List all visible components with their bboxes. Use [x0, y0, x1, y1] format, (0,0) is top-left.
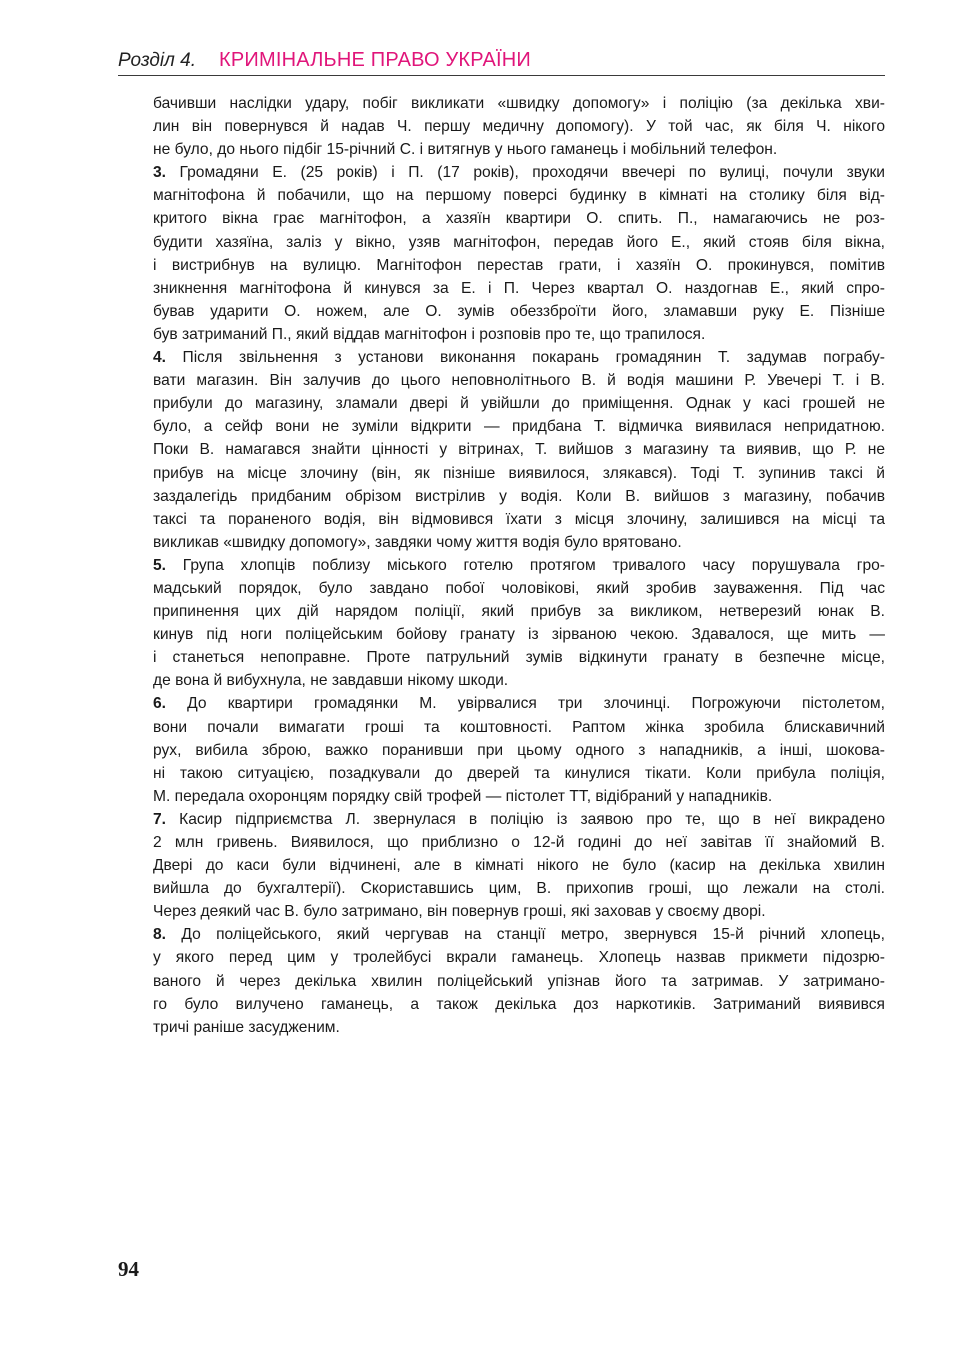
item-number: 7.: [153, 810, 167, 828]
item-number: 6.: [153, 695, 167, 713]
line-text: де вона й вибухнула, не завдавши нікому шкоди.: [153, 672, 509, 690]
line-text: було, а сейф вони не зуміли відкрити — придбана Т. відмичка виявилася непридатною.: [153, 418, 885, 436]
text-line: [153, 508, 885, 531]
line-text: До поліцейського, який чергував на станції метро, звернувся 15-й річний хлопець,: [166, 926, 885, 944]
paragraph: [153, 346, 885, 554]
text-line: [153, 577, 885, 600]
line-text: заздалегідь придбаним обрізом вистрілив у водія. Коли В. вийшов з магазину, побачив: [153, 487, 885, 505]
text-line: [153, 669, 885, 692]
line-text: ваного й через декілька хвилин поліцейський упізнав його та затримав. У затримано-: [153, 972, 885, 990]
line-text: магнітофона й побачили, що на першому поверсі будинку в кімнаті на столику біля від-: [153, 187, 885, 205]
text-line: [153, 92, 885, 115]
text-line: [153, 346, 885, 369]
paragraph: [153, 161, 885, 346]
text-line: [153, 762, 885, 785]
text-line: [153, 739, 885, 762]
text-line: [153, 831, 885, 854]
text-line: [153, 692, 885, 715]
paragraph: [153, 923, 885, 1038]
paragraph: [153, 92, 885, 161]
page-number: 94: [118, 1257, 139, 1281]
text-line: [153, 600, 885, 623]
text-line: [153, 231, 885, 254]
text-line: [153, 161, 885, 184]
text-line: [153, 207, 885, 230]
text-line: [153, 323, 885, 346]
text-line: [153, 946, 885, 969]
text-line: [153, 854, 885, 877]
line-text: у якого перед цим у тролейбусі вкрали гаманець. Хлопець назвав прикмети підозрю-: [153, 949, 885, 967]
text-line: [153, 531, 885, 554]
item-number: 4.: [153, 349, 167, 367]
item-number: 8.: [153, 926, 167, 944]
line-text: Через деякий час В. було затримано, він повернув гроші, які заховав у своєму дворі.: [153, 903, 766, 921]
line-text: припинення цих дій нарядом поліції, який прибув за викликом, нетверезий юнак В.: [153, 603, 885, 621]
line-text: Поки В. намагався знайти цінності у вітринах, Т. вийшов з магазину та виявив, що Р. не: [153, 441, 885, 459]
line-text: го було вилучено гаманець, а також декілька доз наркотиків. Затриманий виявився: [153, 995, 885, 1013]
line-text: кинув під ноги поліцейським бойову гранату із зірваною чекою. Здавалося, ще мить —: [153, 626, 885, 644]
text-line: [153, 392, 885, 415]
line-text: прибули до магазину, зламали двері й увійшли до приміщення. Однак у касі грошей не: [153, 395, 885, 413]
text-line: [153, 138, 885, 161]
text-line: [153, 300, 885, 323]
line-text: Група хлопців поблизу міського готелю протягом тривалого часу порушувала гро-: [166, 556, 885, 574]
line-text: До квартири громадянки М. увірвалися три злочинці. Погрожуючи пістолетом,: [166, 695, 885, 713]
chapter-title: КРИМІНАЛЬНЕ ПРАВО УКРАЇНИ: [219, 49, 531, 71]
line-text: не було, до нього підбіг 15-річний С. і витягнув у нього гаманець і мобільний телефон.: [153, 141, 778, 159]
text-line: [153, 254, 885, 277]
text-line: [153, 900, 885, 923]
paragraph: [153, 692, 885, 807]
line-text: і вистрибнув на вулицю. Магнітофон перестав грати, і хазяїн О. прокинувся, помітив: [153, 256, 885, 274]
line-text: таксі та пораненого водія, він відмовився їхати з місця злочину, залишився на місці та: [153, 510, 885, 528]
item-number: 3.: [153, 164, 167, 182]
line-text: бачивши наслідки удару, побіг викликати «швидку допомогу» і поліцію (за декілька хви-: [153, 95, 885, 112]
line-text: ні такою ситуацією, позадкували до дверей та кинулися тікати. Коли прибула поліція,: [153, 764, 885, 782]
text-line: [153, 115, 885, 138]
line-text: мадський порядок, було завдано побої чоловікові, який зробив зауваження. Під час: [153, 579, 885, 597]
text-line: [153, 277, 885, 300]
running-header: [118, 48, 885, 76]
line-text: будити хазяїна, заліз у вікно, узяв магнітофон, передав його Е., який стояв біля вікна,: [153, 233, 885, 251]
line-text: Громадяни Е. (25 років) і П. (17 років), проходячи ввечері по вулиці, почули звуки: [166, 164, 885, 182]
line-text: 2 млн гривень. Виявилося, що приблизно о 12-й годині до неї завітав її знайомий В.: [153, 834, 885, 851]
line-text: М. передала охоронцям порядку свій трофей — пістолет ТТ, відібраний у нападників.: [153, 787, 773, 805]
item-number: 5.: [153, 556, 167, 574]
text-line: [153, 923, 885, 946]
body-text: [153, 92, 885, 1039]
line-text: критого вікна грає магнітофон, а хазяїн квартири О. спить. П., намагаючись не роз-: [153, 210, 885, 228]
text-line: [153, 646, 885, 669]
text-line: [153, 485, 885, 508]
text-line: [153, 623, 885, 646]
text-line: [153, 970, 885, 993]
line-text: Після звільнення з установи виконання покарань громадянин Т. задумав пограбу-: [166, 349, 885, 367]
line-text: Двері до каси були відчинені, але в кімнаті нікого не було (касир на декілька хвилин: [153, 857, 885, 875]
text-line: [153, 785, 885, 808]
line-text: тричі раніше засудженим.: [153, 1018, 340, 1036]
line-text: рух, вибила зброю, важко поранивши при цьому одного з нападників, а інші, шокова-: [153, 741, 885, 759]
section-label: Розділ 4.: [118, 50, 196, 71]
line-text: Касир підприємства Л. звернулася в поліцію із заявою про те, що в неї викрадено: [166, 810, 885, 828]
line-text: вати магазин. Він залучив до цього неповнолітнього В. й водія машини Р. Увечері Т. і В.: [153, 372, 885, 390]
line-text: і станеться непоправне. Проте патрульний зумів відкинути гранату в безпечне місце,: [153, 649, 885, 667]
text-line: [153, 877, 885, 900]
text-line: [153, 554, 885, 577]
text-line: [153, 184, 885, 207]
text-line: [153, 1016, 885, 1039]
line-text: був затриманий П., який віддав магнітофон і розповів про те, що трапилося.: [153, 325, 706, 343]
line-text: прибув на місце злочину (він, як пізніше виявилося, злякався). Тоді Т. зупинив таксі й: [153, 464, 885, 482]
paragraph: [153, 808, 885, 923]
text-line: [153, 462, 885, 485]
text-line: [153, 438, 885, 461]
line-text: зникнення магнітофона й кинувся за Е. і П. Через квартал О. наздогнав Е., який спро-: [153, 279, 885, 297]
line-text: викликав «швидку допомогу», завдяки чому життя водія було врятовано.: [153, 533, 682, 551]
line-text: лин він повернувся й надав Ч. першу медичну допомогу). У той час, як біля Ч. нікого: [153, 118, 885, 136]
text-line: [153, 716, 885, 739]
text-line: [153, 993, 885, 1016]
text-line: [153, 415, 885, 438]
text-line: [153, 369, 885, 392]
line-text: бував ударити О. ножем, але О. зумів обеззброїти його, зламавши руку Е. Пізніше: [153, 302, 885, 320]
text-line: [153, 808, 885, 831]
line-text: вийшла до бухгалтерії). Скориставшись цим, В. прихопив гроші, що лежали на столі.: [153, 880, 885, 898]
paragraph: [153, 554, 885, 693]
line-text: вони почали вимагати гроші та коштовності. Раптом жінка зробила блискавичний: [153, 718, 885, 736]
